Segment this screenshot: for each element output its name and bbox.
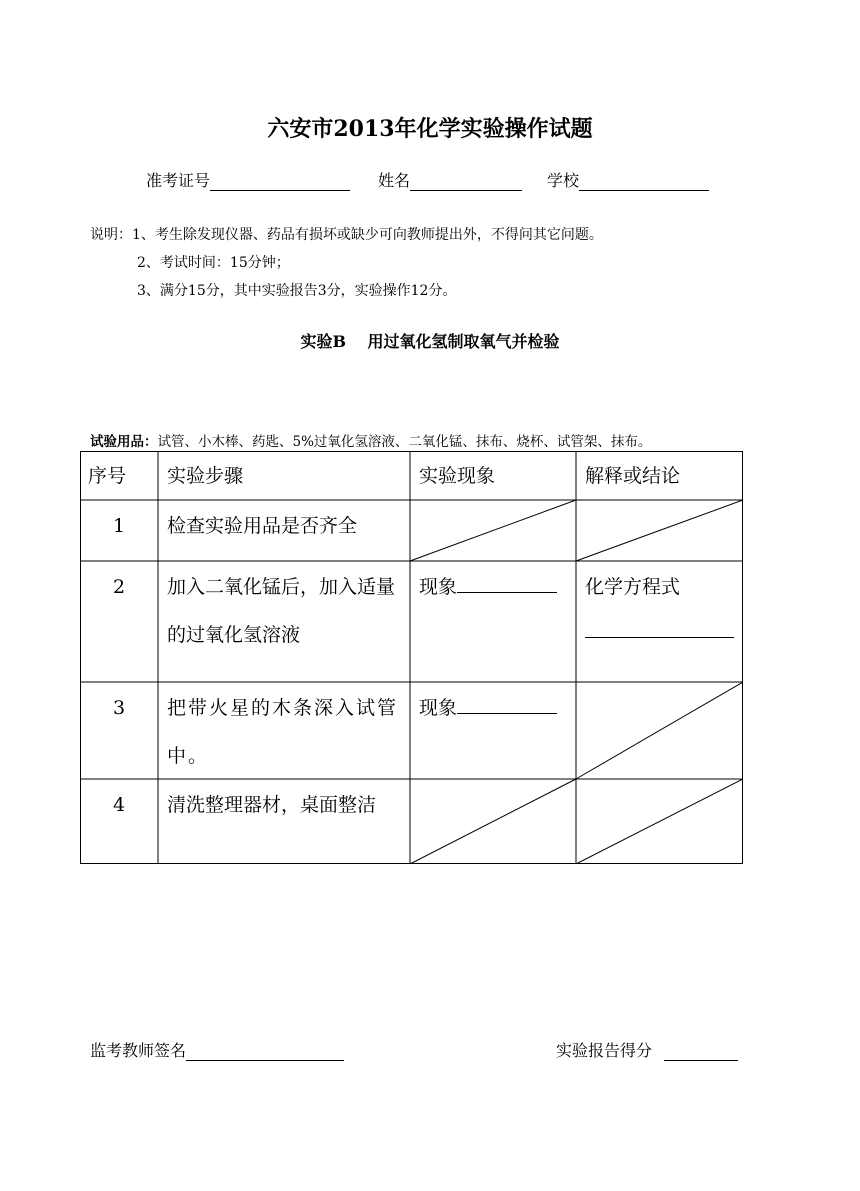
row-step: 清洗整理器材，桌面整洁 xyxy=(167,794,377,816)
row-number: 4 xyxy=(112,794,126,816)
phenomenon-field[interactable] xyxy=(419,684,557,732)
note-prefix: 说明： xyxy=(90,227,132,243)
note-item: 3、满分15分，其中实验报告3分，实验操作12分。 xyxy=(137,283,457,299)
equation-label: 化学方程式 xyxy=(585,576,681,598)
experiment-title: 实验B 用过氧化氢制取氧气并检验 xyxy=(300,332,560,351)
exam-number-blank[interactable] xyxy=(210,172,350,191)
diagonal-slash xyxy=(410,500,576,561)
note-item: 2、考试时间：15分钟； xyxy=(137,255,290,271)
school-blank[interactable] xyxy=(579,172,709,191)
row-step: 检查实验用品是否齐全 xyxy=(167,515,358,537)
phenomenon-blank[interactable] xyxy=(457,693,557,714)
header-step: 实验步骤 xyxy=(167,465,244,487)
exam-number-label: 准考证号 xyxy=(146,171,211,190)
phenomenon-label: 现象 xyxy=(419,697,458,719)
phenomenon-label: 现象 xyxy=(419,576,458,598)
header-number: 序号 xyxy=(88,465,127,487)
phenomenon-blank[interactable] xyxy=(457,572,557,593)
row-number: 3 xyxy=(112,697,126,719)
diagonal-slash xyxy=(410,779,576,864)
experiment-table xyxy=(80,451,743,864)
score-label: 实验报告得分 xyxy=(556,1041,653,1060)
name-label: 姓名 xyxy=(378,171,411,190)
proctor-signature-blank[interactable] xyxy=(186,1042,344,1061)
note-line-1 xyxy=(90,224,603,244)
diagonal-slash xyxy=(576,500,743,561)
diagonal-slash xyxy=(576,779,743,864)
row-number: 1 xyxy=(112,515,126,537)
school-label: 学校 xyxy=(547,171,580,190)
header-conclusion: 解释或结论 xyxy=(585,465,681,487)
school-field[interactable] xyxy=(547,168,709,191)
phenomenon-field[interactable] xyxy=(419,563,557,611)
materials-text: 试管、小木棒、药匙、5%过氧化氢溶液、二氧化锰、抹布、烧杯、试管架、抹布。 xyxy=(157,434,652,450)
proctor-signature-field[interactable] xyxy=(90,1038,344,1061)
score-blank[interactable] xyxy=(664,1042,738,1061)
report-score-field[interactable] xyxy=(556,1038,738,1061)
row-number: 2 xyxy=(112,576,126,598)
proctor-label: 监考教师签名 xyxy=(90,1041,187,1060)
equation-blank[interactable] xyxy=(585,637,734,638)
row-step: 加入二氧化锰后，加入适量的过氧化氢溶液 xyxy=(167,576,396,646)
row-step: 把带火星的木条深入试管中。 xyxy=(167,697,399,767)
note-item: 1、考生除发现仪器、药品有损坏或缺少可向教师提出外，不得问其它问题。 xyxy=(132,227,603,243)
header-phenomenon: 实验现象 xyxy=(419,465,496,487)
page-title: 六安市2013年化学实验操作试题 xyxy=(267,116,593,142)
name-blank[interactable] xyxy=(410,172,522,191)
exam-number-field[interactable] xyxy=(146,168,350,191)
materials-label: 试验用品： xyxy=(90,434,158,450)
diagonal-slash xyxy=(576,682,743,779)
name-field[interactable] xyxy=(378,168,522,191)
materials-line xyxy=(90,430,651,450)
